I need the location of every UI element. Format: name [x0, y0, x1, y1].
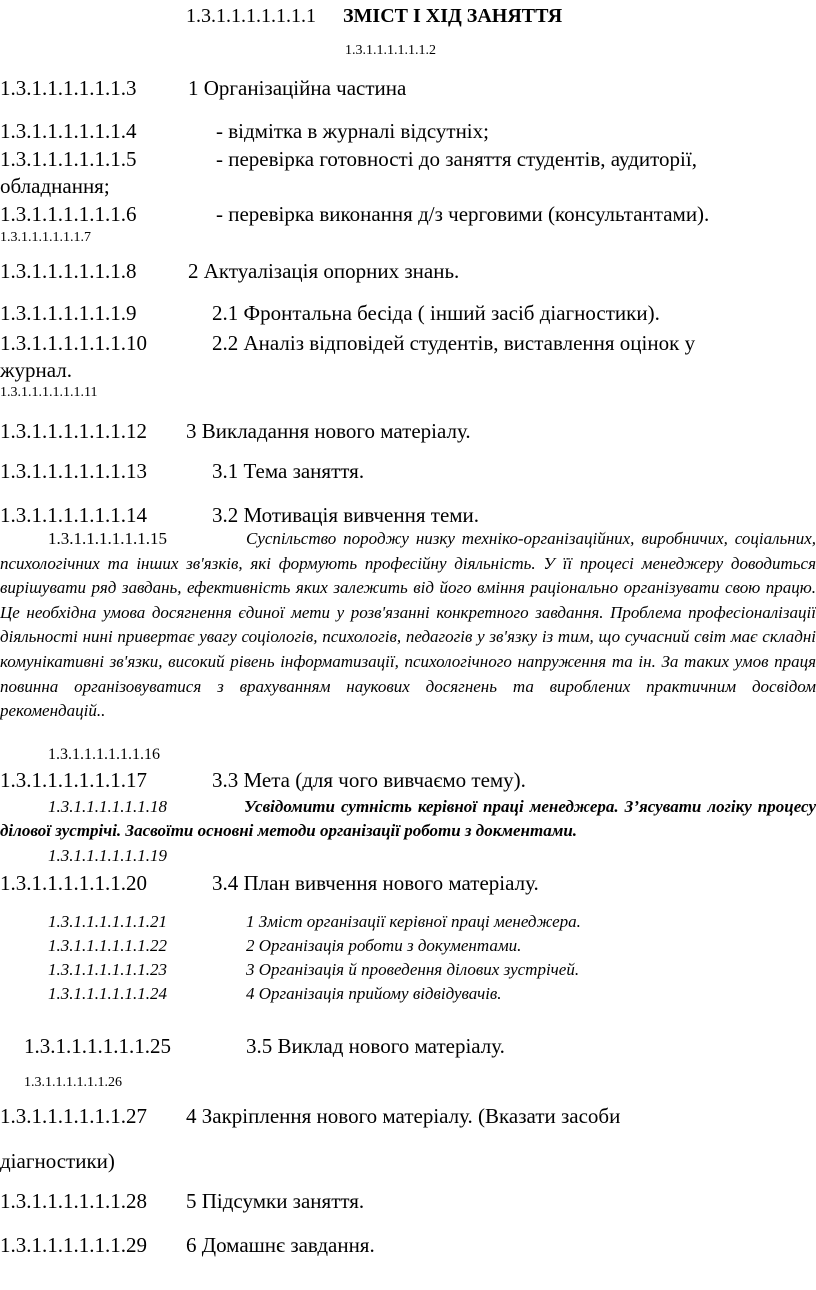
heading-text: - відмітка в журналі відсутніх; [216, 119, 489, 143]
heading-text: 3.5 Виклад нового матеріалу. [246, 1034, 505, 1058]
heading-number: 1.3.1.1.1.1.1.1.27 [0, 1104, 147, 1128]
heading-text: діагностики) [0, 1149, 115, 1173]
heading-number: 1.3.1.1.1.1.1.1.13 [0, 459, 147, 483]
paragraph-text: Усвідомити сутність керівної праці менеджера. З’ясувати логіку процесу ділової зустрічі. Засвоїти основні методи організації роботи з докментами. [0, 797, 816, 840]
plan-item [48, 959, 816, 981]
heading-line [0, 229, 816, 246]
heading-text: обладнання; [0, 174, 110, 198]
heading-continuation [0, 358, 816, 383]
heading-line [0, 871, 816, 896]
paragraph-number: 1.3.1.1.1.1.1.1.18 [48, 797, 167, 816]
heading-text: 1 Організаційна частина [188, 76, 407, 100]
plan-item-text: 3 Організація й проведення ділових зустрічей. [246, 960, 580, 979]
heading-number: 1.3.1.1.1.1.1.1.10 [0, 331, 147, 355]
heading-line [345, 42, 816, 59]
heading-number: 1.3.1.1.1.1.1.1.25 [24, 1034, 171, 1058]
heading-line [24, 1074, 816, 1091]
heading-line [0, 147, 816, 172]
heading-text: 3.2 Мотивація вивчення теми. [212, 503, 480, 527]
heading-text: 4 Закріплення нового матеріалу. (Вказати засоби [186, 1104, 621, 1128]
heading-number: 1.3.1.1.1.1.1.1.6 [0, 202, 137, 226]
heading-text: 3.3 Мета (для чого вивчаємо тему). [212, 768, 526, 792]
heading-line [0, 768, 816, 793]
goal-paragraph [0, 795, 816, 843]
heading-line [0, 1189, 816, 1214]
plan-item-number: 1.3.1.1.1.1.1.1.23 [48, 960, 167, 979]
heading-number: 1.3.1.1.1.1.1.1.17 [0, 768, 147, 792]
heading-number: 1.3.1.1.1.1.1.1.28 [0, 1189, 147, 1213]
plan-item-number: 1.3.1.1.1.1.1.1.24 [48, 984, 167, 1003]
heading-text: 2 Актуалізація опорних знань. [188, 259, 460, 283]
heading-number: 1.3.1.1.1.1.1.1.12 [0, 419, 147, 443]
heading-number: 1.3.1.1.1.1.1.1.14 [0, 503, 147, 527]
heading-line [24, 1034, 816, 1059]
plan-item [48, 911, 816, 933]
heading-number: 1.3.1.1.1.1.1.1.4 [0, 119, 137, 143]
plan-item-text: 2 Організація роботи з документами. [246, 936, 522, 955]
heading-line [0, 384, 816, 401]
title-text: ЗМІСТ І ХІД ЗАНЯТТЯ [343, 5, 563, 27]
heading-number: 1.3.1.1.1.1.1.1.16 [48, 746, 160, 763]
heading-line [0, 419, 816, 444]
heading-line [0, 1233, 816, 1258]
heading-number: 1.3.1.1.1.1.1.1.3 [0, 76, 137, 100]
heading-continuation [0, 1149, 816, 1174]
heading-text: 3.4 План вивчення нового матеріалу. [212, 871, 539, 895]
heading-number: 1.3.1.1.1.1.1.1.7 [0, 230, 91, 245]
heading-text: 5 Підсумки заняття. [186, 1189, 365, 1213]
paragraph-text: Суспільство породжу низку техніко-організаційних, виробничих, соціальних, психологічних та інших зв'язків, які формують професійну діяльність. У її процесі менеджеру доводиться вирішувати ряд завдань, ефективність яких залежить від його вміння раціонально організувати свою працю. Це необхідна умова досягнення єдиної мети у розв'язанні конкретного завдання. Проблема професіоналізації діяльності нині привертає увагу соціологів, психологів, педагогів у зв'язку із тим, що сучасний світ має складні комунікативні зв'язки, високий рівень інформатизації, психологічного напруження та ін. За таких умов праця повинна організовуватися з врахуванням наукових досягнень та вироблених практичним досвідом рекомендацій.. [0, 529, 816, 721]
page-title [186, 4, 816, 28]
plan-item-text: 1 Зміст організації керівної праці менеджера. [246, 912, 581, 931]
heading-line [48, 745, 816, 765]
motivation-paragraph [0, 527, 816, 724]
heading-number: 1.3.1.1.1.1.1.1.8 [0, 259, 137, 283]
heading-continuation [0, 174, 816, 199]
heading-line [0, 503, 816, 528]
plan-item [48, 983, 816, 1005]
heading-text: 6 Домашнє завдання. [186, 1233, 375, 1257]
heading-line [0, 119, 816, 144]
heading-number: 1.3.1.1.1.1.1.1.26 [24, 1075, 122, 1090]
heading-line [0, 301, 816, 326]
heading-text: 2.2 Аналіз відповідей студентів, виставлення оцінок у [212, 331, 696, 355]
heading-line [48, 846, 816, 866]
heading-line [0, 331, 816, 356]
title-number: 1.3.1.1.1.1.1.1.1 [186, 5, 316, 27]
heading-text: - перевірка готовності до заняття студентів, аудиторії, [216, 147, 697, 171]
heading-line [0, 259, 816, 284]
heading-number: 1.3.1.1.1.1.1.1.29 [0, 1233, 147, 1257]
heading-line [0, 1104, 816, 1129]
plan-item-text: 4 Організація прийому відвідувачів. [246, 984, 502, 1003]
heading-number: 1.3.1.1.1.1.1.1.11 [0, 385, 98, 400]
heading-text: журнал. [0, 358, 72, 382]
paragraph-number: 1.3.1.1.1.1.1.1.15 [48, 529, 167, 548]
heading-number: 1.3.1.1.1.1.1.1.20 [0, 871, 147, 895]
heading-number: 1.3.1.1.1.1.1.1.5 [0, 147, 137, 171]
heading-number: 1.3.1.1.1.1.1.1.9 [0, 301, 137, 325]
heading-number: 1.3.1.1.1.1.1.1.19 [48, 846, 167, 865]
heading-text: 2.1 Фронтальна бесіда ( інший засіб діагностики). [212, 301, 660, 325]
plan-item [48, 935, 816, 957]
heading-text: 3 Викладання нового матеріалу. [186, 419, 471, 443]
plan-item-number: 1.3.1.1.1.1.1.1.21 [48, 912, 167, 931]
heading-text: 3.1 Тема заняття. [212, 459, 365, 483]
heading-number: 1.3.1.1.1.1.1.1.2 [345, 43, 436, 58]
plan-item-number: 1.3.1.1.1.1.1.1.22 [48, 936, 167, 955]
heading-line [0, 76, 816, 101]
heading-line [0, 202, 816, 227]
heading-line [0, 459, 816, 484]
heading-text: - перевірка виконання д/з черговими (консультантами). [216, 202, 710, 226]
